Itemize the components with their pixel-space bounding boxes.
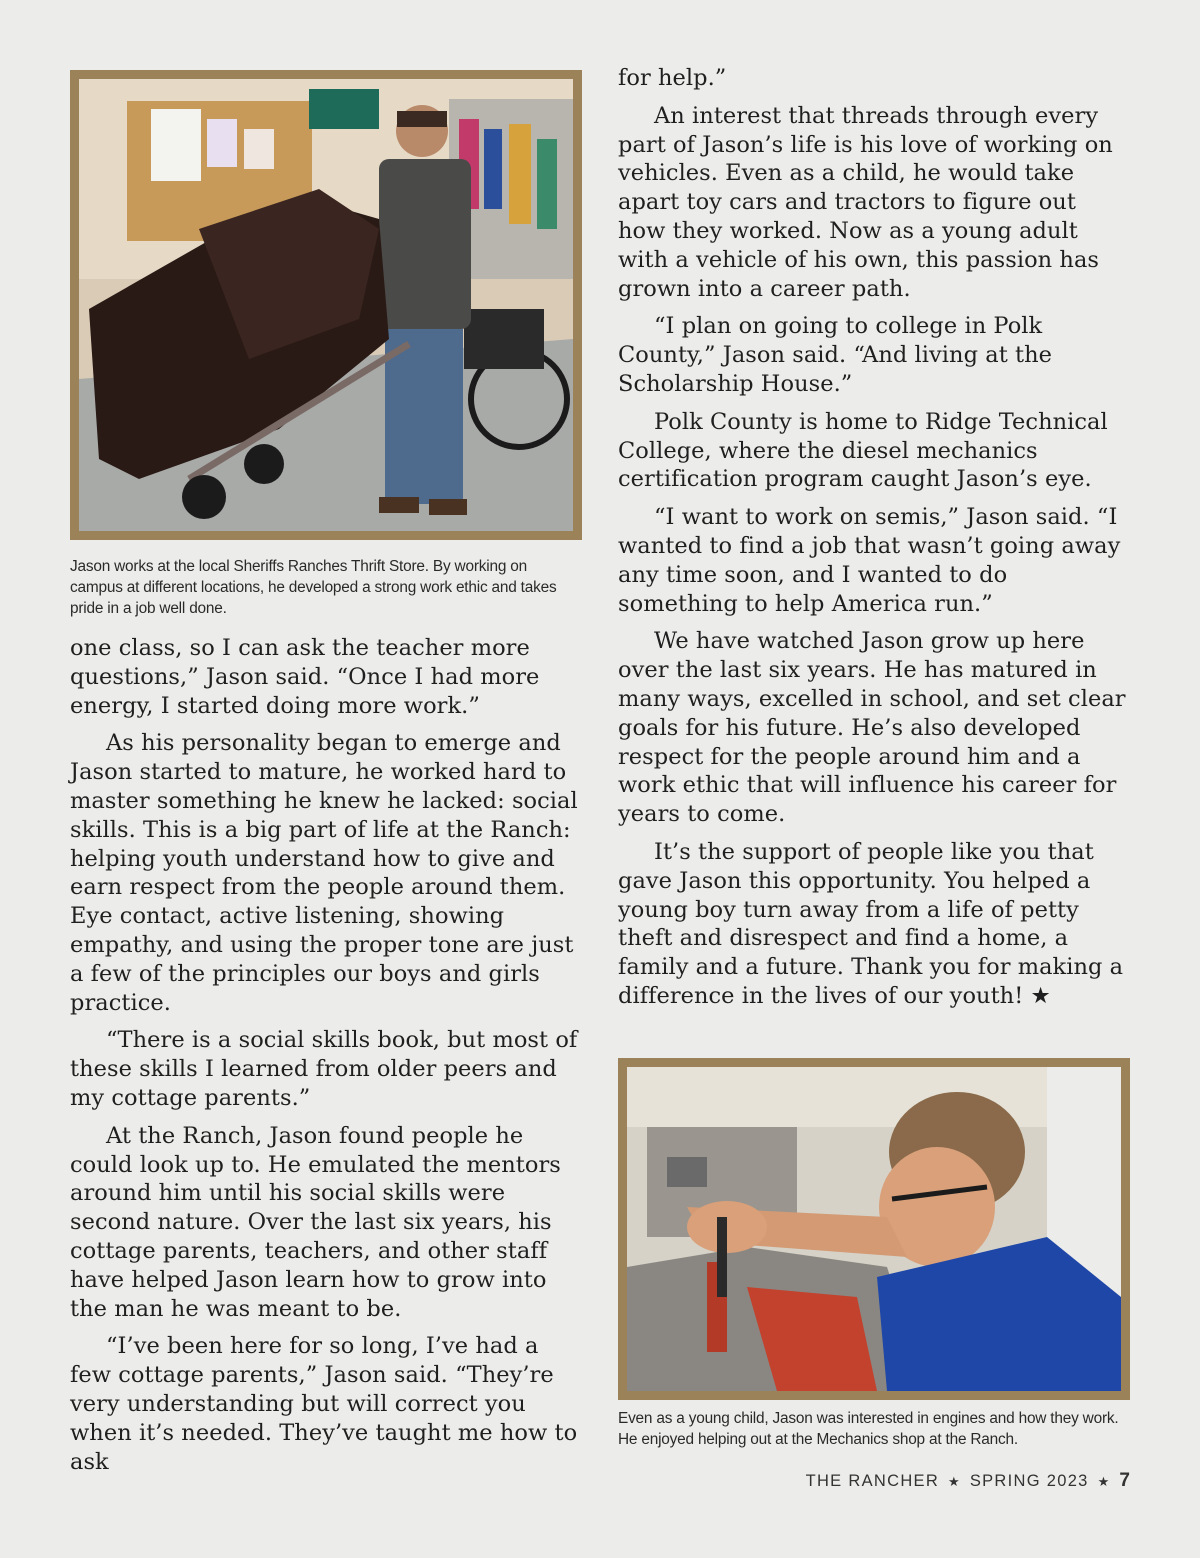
issue-label: SPRING 2023 [969,1472,1089,1490]
paragraph: “There is a social skills book, but most of these skills I learned from older peers and my cottage parents.” [70,1027,578,1111]
paragraph: Polk County is home to Ridge Technical College, where the diesel mechanics certification program caught Jason’s eye. [618,408,1108,493]
paragraph: “I’ve been here for so long, I’ve had a few cottage parents,” Jason said. “They’re very understanding but will correct you when it’s needed. They’ve taught me how to ask [70,1333,578,1475]
paragraph: We have watched Jason grow up here over the last six years. He has matured in many ways, excelled in school, and set clear goals for his future. He’s also developed respect for the people around him and a work ethic that will influence his career for years to come. [618,628,1126,828]
mechanics-shop-photo [618,1058,1130,1400]
page-number: 7 [1119,1470,1130,1491]
left-column [70,64,582,1485]
right-column [618,64,1130,1020]
publication-name: THE RANCHER [805,1472,940,1490]
star-icon: ★ [947,1474,961,1489]
paragraph: As his personality began to emerge and Jason started to mature, he worked hard to master something he knew he lacked: social skills. This is a big part of life at the Ranch: helping youth understand how to give and earn respect from the people around them. Eye contact, active listening, showing empathy, and using the proper tone are just a few of the principles our boys and girls practice. [70,730,578,1016]
thrift-store-photo [70,70,582,540]
photo-caption: Jason works at the local Sheriffs Ranches Thrift Store. By working on campus at different locations, he developed a strong work ethic and takes pride in a job well done. [70,558,557,617]
paragraph: At the Ranch, Jason found people he could look up to. He emulated the mentors around him until his social skills were second nature. Over the last six years, his cottage parents, teachers, and other staff have helped Jason learn how to grow into the man he was meant to be. [70,1122,561,1322]
paragraph: An interest that threads through every part of Jason’s life is his love of working on vehicles. Even as a child, he would take apart toy cars and tractors to figure out how they worked. Now as a young adult with a vehicle of his own, this passion has grown into a career path. [618,102,1113,302]
paragraph: one class, so I can ask the teacher more questions,” Jason said. “Once I had more energy, I started doing more work.” [70,635,540,719]
paragraph: “I plan on going to college in Polk County,” Jason said. “And living at the Scholarship House.” [618,313,1052,397]
paragraph: for help.” [618,65,727,91]
mechanics-shop-photo-image [627,1067,1121,1391]
paragraph: It’s the support of people like you that gave Jason this opportunity. You helped a young boy turn away from a life of petty theft and disrespect and find a home, a family and a future. Thank you for making a difference in the lives of our youth! ★ [618,838,1124,1009]
photo-caption: Even as a young child, Jason was interested in engines and how they work. He enjoyed helping out at the Mechanics shop at the Ranch. [618,1410,1119,1448]
star-icon: ★ [1097,1474,1111,1489]
article-body-left [70,634,582,1476]
article-body-right [618,64,1130,1011]
paragraph: “I want to work on semis,” Jason said. “I wanted to find a job that wasn’t going away any time soon, and I wanted to do something to help America run.” [618,504,1121,617]
page-footer [806,1470,1130,1492]
thrift-store-photo-image [79,79,573,531]
